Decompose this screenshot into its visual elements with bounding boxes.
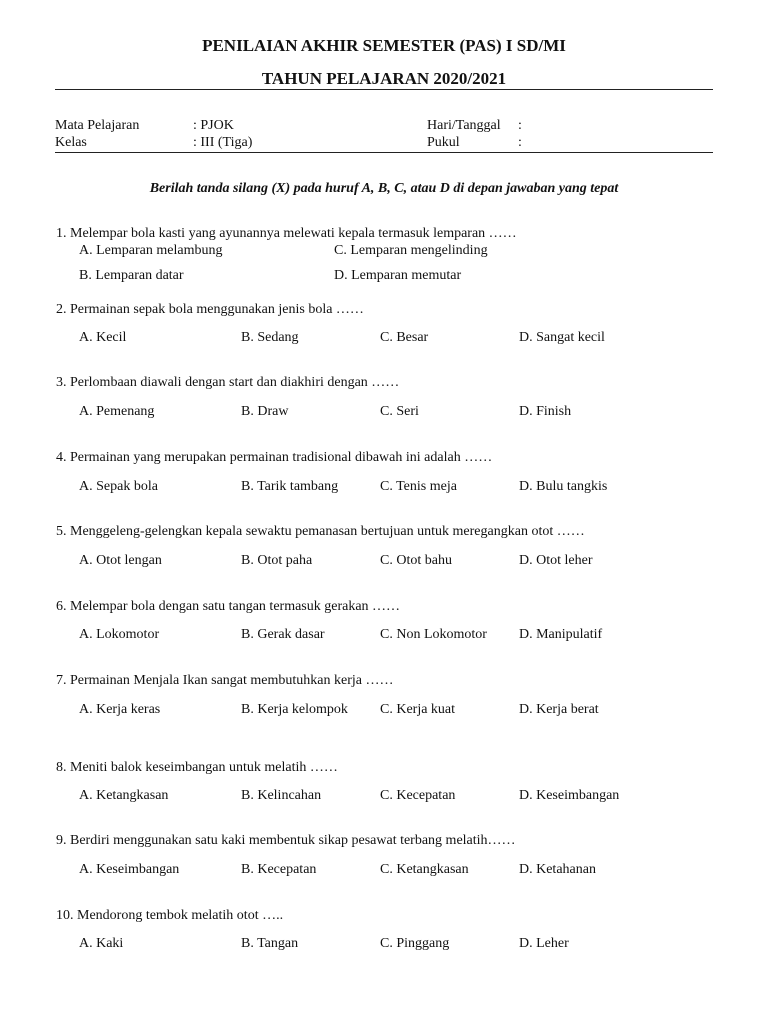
option-d[interactable]: D. Sangat kecil	[519, 330, 605, 345]
option-d[interactable]: D. Keseimbangan	[519, 788, 620, 803]
option-b[interactable]: B. Tangan	[241, 936, 299, 951]
day-value: :	[518, 118, 522, 133]
question-text: 10. Mendorong tembok melatih otot …..	[56, 908, 284, 923]
time-label: Pukul	[427, 135, 460, 150]
question-text: 3. Perlombaan diawali dengan start dan diakhiri dengan ……	[56, 375, 400, 390]
option-b[interactable]: B. Lemparan datar	[79, 268, 184, 283]
option-a[interactable]: A. Otot lengan	[79, 553, 162, 568]
header-divider	[55, 89, 713, 90]
option-d[interactable]: D. Lemparan memutar	[334, 268, 462, 283]
option-c[interactable]: C. Non Lokomotor	[380, 627, 487, 642]
question-text: 4. Permainan yang merupakan permainan tradisional dibawah ini adalah ……	[56, 450, 493, 465]
option-b[interactable]: B. Kerja kelompok	[241, 702, 348, 717]
option-c[interactable]: C. Besar	[380, 330, 429, 345]
option-a[interactable]: A. Ketangkasan	[79, 788, 169, 803]
option-b[interactable]: B. Kelincahan	[241, 788, 322, 803]
option-d[interactable]: D. Bulu tangkis	[519, 479, 608, 494]
option-a[interactable]: A. Lokomotor	[79, 627, 160, 642]
subject-label: Mata Pelajaran	[55, 118, 140, 133]
option-c[interactable]: C. Seri	[380, 404, 419, 419]
question-text: 6. Melempar bola dengan satu tangan termasuk gerakan ……	[56, 599, 401, 614]
option-d[interactable]: D. Ketahanan	[519, 862, 596, 877]
option-d[interactable]: D. Kerja berat	[519, 702, 599, 717]
option-a[interactable]: A. Pemenang	[79, 404, 155, 419]
option-b[interactable]: B. Gerak dasar	[241, 627, 325, 642]
day-label: Hari/Tanggal	[427, 118, 501, 133]
option-d[interactable]: D. Finish	[519, 404, 572, 419]
question-text: 9. Berdiri menggunakan satu kaki membentuk sikap pesawat terbang melatih……	[56, 833, 516, 848]
option-b[interactable]: B. Kecepatan	[241, 862, 317, 877]
time-value: :	[518, 135, 522, 150]
question-text: 7. Permainan Menjala Ikan sangat membutuhkan kerja ……	[56, 673, 394, 688]
instruction: Berilah tanda silang (X) pada huruf A, B, C, atau D di depan jawaban yang tepat	[149, 181, 619, 196]
option-c[interactable]: C. Ketangkasan	[380, 862, 469, 877]
option-b[interactable]: B. Tarik tambang	[241, 479, 339, 494]
option-a[interactable]: A. Keseimbangan	[79, 862, 180, 877]
option-a[interactable]: A. Kerja keras	[79, 702, 161, 717]
option-c[interactable]: C. Kerja kuat	[380, 702, 456, 717]
school-year-title: TAHUN PELAJARAN 2020/2021	[261, 69, 507, 88]
option-a[interactable]: A. Lemparan melambung	[79, 243, 223, 258]
option-d[interactable]: D. Manipulatif	[519, 627, 603, 642]
option-c[interactable]: C. Tenis meja	[380, 479, 457, 494]
question-text: 8. Meniti balok keseimbangan untuk melatih ……	[56, 760, 338, 775]
option-c[interactable]: C. Otot bahu	[380, 553, 452, 568]
class-label: Kelas	[55, 135, 87, 150]
option-a[interactable]: A. Kecil	[79, 330, 127, 345]
question-text: 1. Melempar bola kasti yang ayunannya melewati kepala termasuk lemparan ……	[56, 226, 517, 241]
meta-divider	[55, 152, 713, 153]
option-a[interactable]: A. Sepak bola	[79, 479, 158, 494]
option-c[interactable]: C. Kecepatan	[380, 788, 456, 803]
subject-value: : PJOK	[193, 118, 234, 133]
option-d[interactable]: D. Otot leher	[519, 553, 593, 568]
class-value: : III (Tiga)	[193, 135, 253, 150]
option-b[interactable]: B. Draw	[241, 404, 289, 419]
option-b[interactable]: B. Sedang	[241, 330, 299, 345]
page-title: PENILAIAN AKHIR SEMESTER (PAS) I SD/MI	[202, 36, 566, 55]
option-c[interactable]: C. Lemparan mengelinding	[334, 243, 488, 258]
question-text: 5. Menggeleng-gelengkan kepala sewaktu pemanasan bertujuan untuk meregangkan otot ……	[56, 524, 585, 539]
option-d[interactable]: D. Leher	[519, 936, 569, 951]
question-text: 2. Permainan sepak bola menggunakan jenis bola ……	[56, 302, 364, 317]
option-a[interactable]: A. Kaki	[79, 936, 124, 951]
option-c[interactable]: C. Pinggang	[380, 936, 450, 951]
option-b[interactable]: B. Otot paha	[241, 553, 313, 568]
